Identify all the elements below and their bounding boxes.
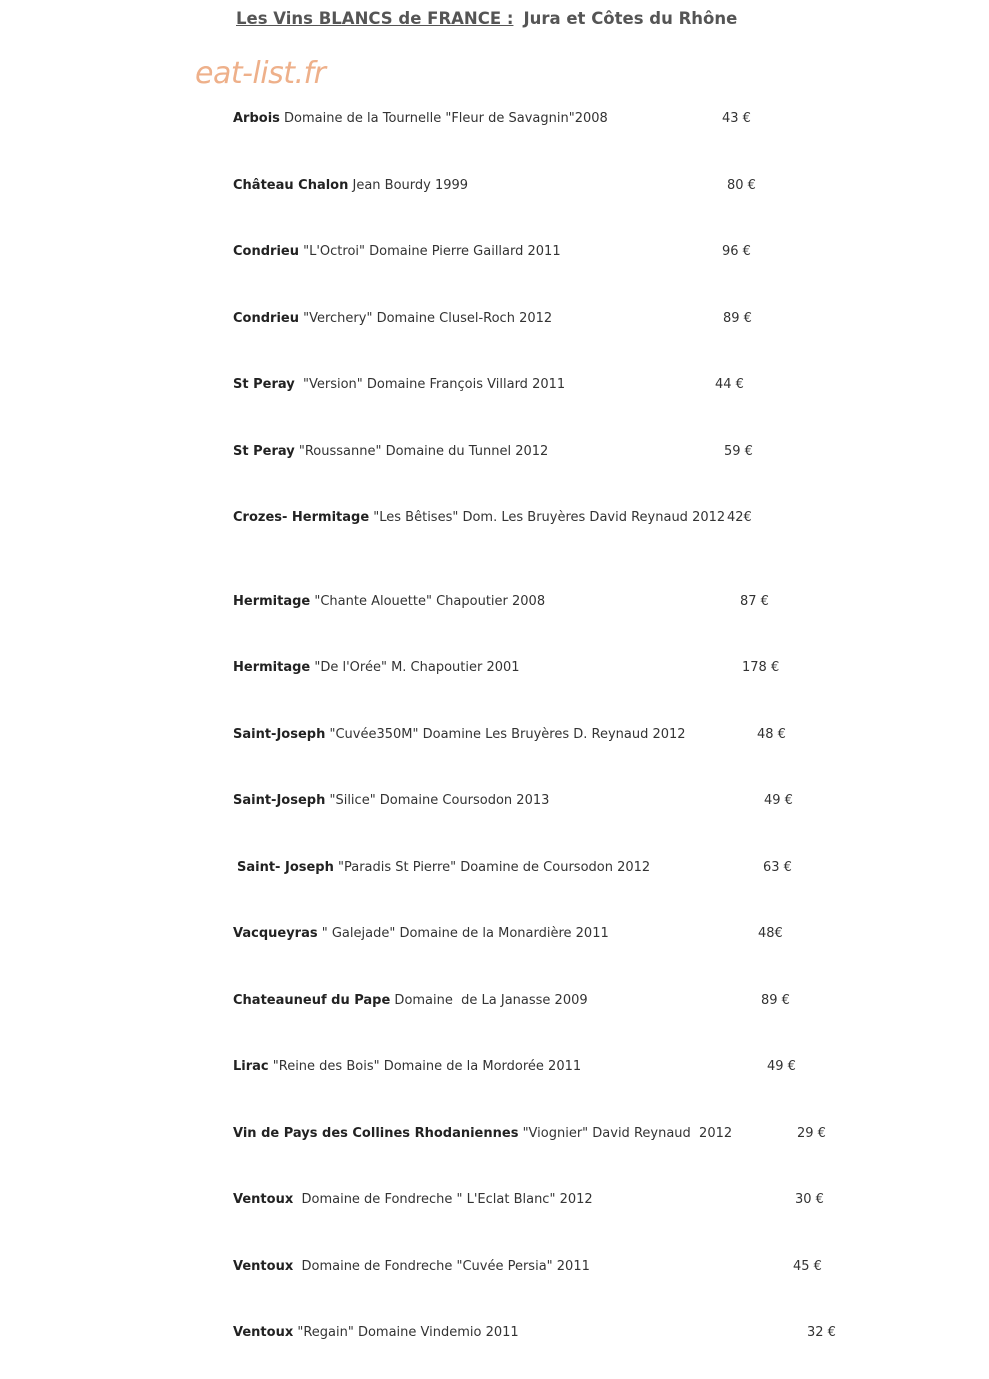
wine-item [233, 594, 545, 609]
wine-appellation: Vacqueyras [233, 926, 318, 941]
wine-item [233, 244, 561, 259]
wine-detail: "L'Octroi" Domaine Pierre Gaillard 2011 [298, 244, 561, 259]
wine-price: 87 € [740, 594, 769, 609]
wine-price: 42€ [727, 510, 752, 525]
wine-appellation: St Peray [233, 444, 295, 459]
wine-item [233, 1192, 593, 1207]
wine-item [233, 377, 565, 392]
wine-detail: "Roussanne" Domaine du Tunnel 2012 [294, 444, 549, 459]
wine-detail: Domaine de Fondreche "Cuvée Persia" 2011 [293, 1259, 590, 1274]
wine-item [233, 926, 609, 941]
wine-item [233, 727, 686, 742]
wine-detail: Jean Bourdy 1999 [348, 178, 469, 193]
wine-appellation: St Peray [233, 377, 295, 392]
title-sub: Jura et Côtes du Rhône [523, 9, 738, 28]
wine-detail: " Galejade" Domaine de la Monardière 2011 [317, 926, 609, 941]
wine-appellation: Château Chalon [233, 178, 349, 193]
wine-item [233, 793, 549, 808]
wine-detail: Domaine de la Tournelle "Fleur de Savagnin"2008 [279, 111, 608, 126]
wine-price: 29 € [797, 1126, 826, 1141]
wine-detail: "Regain" Domaine Vindemio 2011 [293, 1325, 519, 1340]
wine-detail: "Cuvée350M" Doamine Les Bruyères D. Reynaud 2012 [325, 727, 686, 742]
wine-appellation: Saint-Joseph [233, 727, 326, 742]
wine-appellation: Chateauneuf du Pape [233, 993, 391, 1008]
wine-appellation: Ventoux [233, 1259, 294, 1274]
wine-price: 49 € [767, 1059, 796, 1074]
wine-detail: "De l'Orée" M. Chapoutier 2001 [310, 660, 520, 675]
wine-price: 45 € [793, 1259, 822, 1274]
wine-appellation: Hermitage [233, 660, 311, 675]
wine-item [233, 178, 468, 193]
wine-price: 63 € [763, 860, 792, 875]
wine-detail: "Version" Domaine François Villard 2011 [294, 377, 566, 392]
wine-detail: "Les Bêtises" Dom. Les Bruyères David Reynaud 2012 [369, 510, 726, 525]
wine-appellation: Saint-Joseph [233, 793, 326, 808]
wine-detail: "Reine des Bois" Domaine de la Mordorée 2011 [268, 1059, 582, 1074]
watermark-logo: eat-list.fr [195, 56, 326, 91]
wine-appellation: Ventoux [233, 1192, 294, 1207]
wine-appellation: Saint- Joseph [237, 860, 334, 875]
wine-price: 49 € [764, 793, 793, 808]
wine-price: 96 € [722, 244, 751, 259]
wine-price: 32 € [807, 1325, 836, 1340]
wine-detail: Domaine de La Janasse 2009 [390, 993, 588, 1008]
wine-appellation: Condrieu [233, 244, 299, 259]
wine-price: 178 € [742, 660, 780, 675]
wine-appellation: Hermitage [233, 594, 311, 609]
wine-detail: "Chante Alouette" Chapoutier 2008 [310, 594, 546, 609]
wine-item [233, 660, 520, 675]
wine-appellation: Arbois [233, 111, 280, 126]
wine-item [233, 1126, 732, 1141]
wine-detail: Domaine de Fondreche " L'Eclat Blanc" 2012 [293, 1192, 593, 1207]
wine-item [233, 510, 725, 525]
wine-detail: "Viognier" David Reynaud 2012 [518, 1126, 733, 1141]
wine-price: 43 € [722, 111, 751, 126]
wine-price: 89 € [761, 993, 790, 1008]
wine-price: 30 € [795, 1192, 824, 1207]
wine-detail: "Verchery" Domaine Clusel-Roch 2012 [298, 311, 553, 326]
wine-appellation: Condrieu [233, 311, 299, 326]
wine-appellation: Lirac [233, 1059, 269, 1074]
wine-detail: "Paradis St Pierre" Doamine de Coursodon 2012 [333, 860, 651, 875]
wine-price: 48 € [757, 727, 786, 742]
wine-appellation: Crozes- Hermitage [233, 510, 370, 525]
wine-price: 80 € [727, 178, 756, 193]
wine-item [237, 860, 650, 875]
title-main: Les Vins BLANCS de FRANCE : [236, 9, 514, 28]
wine-item [233, 111, 608, 126]
wine-item [233, 444, 548, 459]
wine-detail: "Silice" Domaine Coursodon 2013 [325, 793, 550, 808]
wine-item [233, 1325, 519, 1340]
wine-price: 59 € [724, 444, 753, 459]
wine-item [233, 1059, 581, 1074]
wine-price: 48€ [758, 926, 783, 941]
wine-appellation: Ventoux [233, 1325, 294, 1340]
wine-price: 44 € [715, 377, 744, 392]
wine-item [233, 993, 588, 1008]
wine-appellation: Vin de Pays des Collines Rhodaniennes [233, 1126, 519, 1141]
wine-price: 89 € [723, 311, 752, 326]
wine-item [233, 311, 552, 326]
wine-item [233, 1259, 590, 1274]
page-title [236, 9, 737, 28]
